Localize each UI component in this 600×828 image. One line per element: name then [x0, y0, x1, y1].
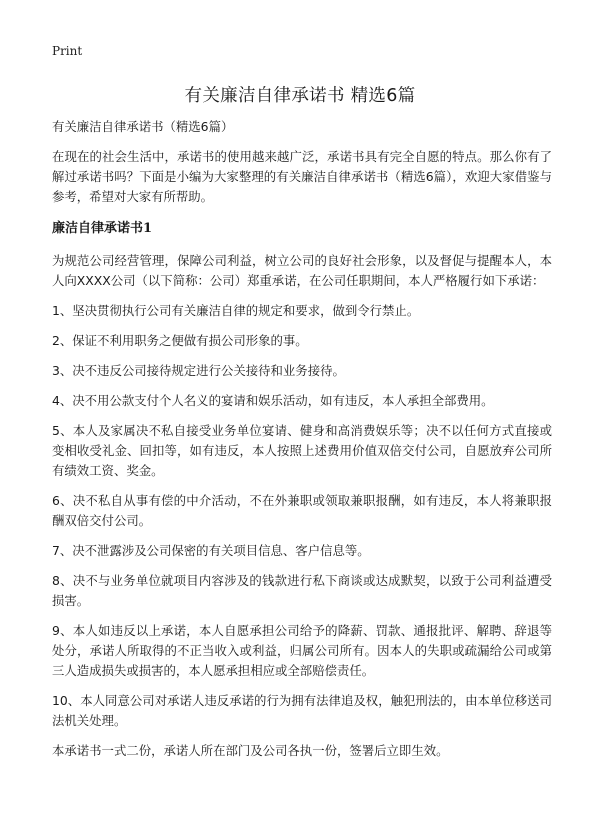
document-title: 有关廉洁自律承诺书 精选6篇	[184, 86, 416, 106]
commitment-item-9: 9、本人如违反以上承诺，本人自愿承担公司给予的降薪、罚款、通报批评、解聘、辞退等处分，承诺人所取得的不正当收入或利益，归属公司所有。因本人的失职或疏漏给公司或第三人造成损失或损害的，本人愿承担相应或全部赔偿责任。	[52, 623, 552, 678]
intro-paragraph: 在现在的社会生活中，承诺书的使用越来越广泛，承诺书具有完全自愿的特点。那么你有了解过承诺书吗？下面是小编为大家整理的有关廉洁自律承诺书（精选6篇），欢迎大家借鉴与参考，希望对大家有所帮助。	[52, 149, 552, 204]
document-body	[52, 117, 552, 771]
section-heading: 廉洁自律承诺书1	[52, 221, 153, 236]
commitment-item-3: 3、决不违反公司接待规定进行公关接待和业务接待。	[52, 363, 345, 378]
document-subtitle: 有关廉洁自律承诺书（精选6篇）	[52, 119, 234, 134]
commitment-item-5: 5、本人及家属决不私自接受业务单位宴请、健身和高消费娱乐等；决不以任何方式直接或变相收受礼金、回扣等，如有违反，本人按照上述费用价值双倍交付公司，自愿放弃公司所有绩效工资、奖金。	[52, 423, 552, 478]
commitment-item-10: 10、本人同意公司对承诺人违反承诺的行为拥有法律追及权，触犯刑法的，由本单位移送司法机关处理。	[52, 693, 552, 728]
commitment-item-4: 4、决不用公款支付个人名义的宴请和娱乐活动，如有违反，本人承担全部费用。	[52, 393, 494, 408]
closing-paragraph: 本承诺书一式二份，承诺人所在部门及公司各执一份，签署后立即生效。	[52, 743, 449, 758]
commitment-item-8: 8、决不与业务单位就项目内容涉及的钱款进行私下商谈或达成默契，以致于公司利益遭受损害。	[52, 573, 552, 608]
print-link[interactable]: Print	[52, 44, 83, 58]
commitment-item-1: 1、坚决贯彻执行公司有关廉洁自律的规定和要求，做到令行禁止。	[52, 303, 420, 318]
commitment-item-2: 2、保证不利用职务之便做有损公司形象的事。	[52, 333, 308, 348]
section-intro-paragraph: 为规范公司经营管理，保障公司利益，树立公司的良好社会形象，以及督促与提醒本人，本人向XXXX公司（以下简称：公司）郑重承诺，在公司任职期间，本人严格履行如下承诺：	[52, 253, 552, 288]
commitment-item-7: 7、决不泄露涉及公司保密的有关项目信息、客户信息等。	[52, 543, 370, 558]
commitment-item-6: 6、决不私自从事有偿的中介活动，不在外兼职或领取兼职报酬，如有违反，本人将兼职报酬双倍交付公司。	[52, 493, 552, 528]
